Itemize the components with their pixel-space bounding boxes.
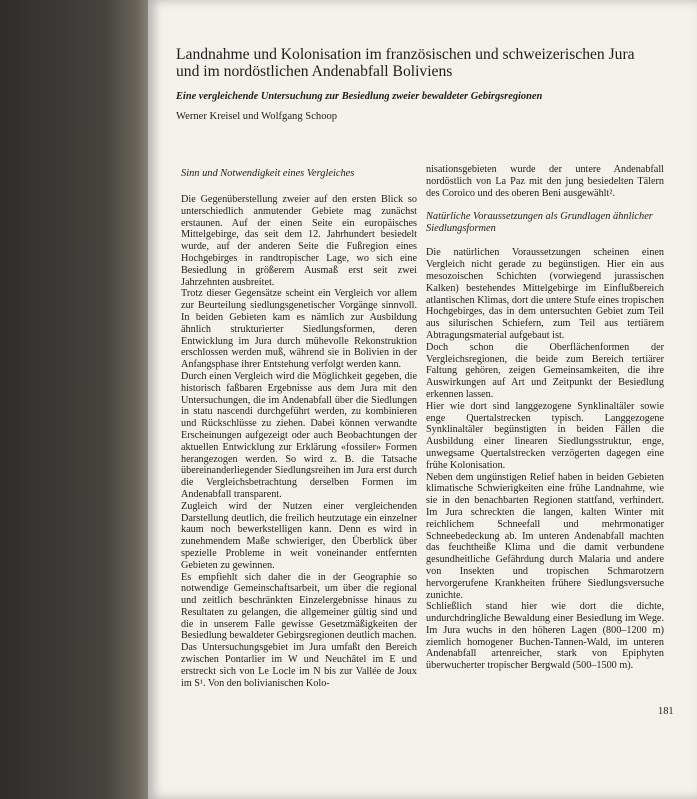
paragraph: Zugleich wird der Nutzen einer vergleichenden Darstellung deutlich, die freilich heutzutage ein einzelner kaum noch bewerkstelligen kann. Denn es wird in zunehmendem Maße schwieriger, den Überblick über spezielle Probleme in weit voneinander entfernten Gebieten zu gewinnen. [181,500,417,571]
section-heading-1: Sinn und Notwendigkeit eines Vergleiches [181,168,355,179]
paragraph: Trotz dieser Gegensätze scheint ein Vergleich vor allem zur Beurteilung siedlungsgenetischer Vorgänge sinnvoll. In beiden Gebieten kam es nämlich zur Ausbildung ähnlich strukturierter Siedlungsformen, deren Entwicklung im Jura durch mühevolle Rekonstruktion erschlossen werden muß, während sie in Bolivien in der Anfangsphase ihrer Entstehung verfolgt werden kann. [181,288,417,371]
article-title: Landnahme und Kolonisation im französischen und schweizerischen Jura und im nordöstlichen Andenabfall Boliviens [176,46,635,80]
right-column [426,164,664,672]
paragraph: Das Untersuchungsgebiet im Jura umfaßt den Bereich zwischen Pontarlier im W und Neuchâtel im E und erstreckt sich von Le Locle im N bis zur Vallée de Joux im S¹. Von den bolivianischen Kolo- [181,642,417,689]
paragraph: Hier wie dort sind langgezogene Synklinaltäler sowie enge Quertalstrecken typisch. Langgezogene Synklinaltäler begünstigten in beiden Fällen die Ausbildung einer linearen Siedlungsstruktur, enge, unwegsame Quertalstrecken verzögerten dagegen eine frühe Kolonisation. [426,400,664,471]
page-number: 181 [658,706,674,717]
left-column [181,168,417,689]
article-authors: Werner Kreisel und Wolfgang Schoop [176,111,338,122]
paragraph: Die Gegenüberstellung zweier auf den ersten Blick so unterschiedlich anmutender Gebiete mag zunächst erstaunen. Auf der einen Seite ein europäisches Mittelgebirge, das seit dem 12. Jahrhundert besiedelt wurde, auf der anderen Seite die Fußregion eines Hochgebirges in randtropischer Lage, wo sich eine Besiedlung in größerem Ausmaß erst seit zwei Jahrzehnten ausbreitet. [181,194,417,288]
section-heading-2: Natürliche Voraussetzungen als Grundlagen ähnlicher Siedlungsformen [426,211,653,235]
paragraph: Schließlich stand hier wie dort die dichte, undurchdringliche Bewaldung einer Besiedlung im Wege. Im Jura wuchs in den höheren Lagen (800–1200 m) ziemlich homogener Buchen-Tannen-Wald, im unteren Andenabfall artenreicher, stark von Epiphyten überwucherter tropischer Bergwald (500–1500 m). [426,601,664,672]
paragraph-continued: nisationsgebieten wurde der untere Andenabfall nordöstlich von La Paz mit den jung besiedelten Tälern des Coroico und des oberen Beni ausgewählt². [426,164,664,199]
paragraph: Durch einen Vergleich wird die Möglichkeit gegeben, die historisch faßbaren Ergebnisse aus dem Jura mit den Untersuchungen, die im Andenabfall über die Siedlungen in statu nascendi durchgeführt werden, zu kombinieren und Rückschlüsse zu ziehen. Dabei können verwandte Erscheinungen aufgezeigt oder auch Beobachtungen der aktuellen Entwicklung zur Erklärung «fossiler» Formen herangezogen werden. So wird z. B. die Tatsache übereinanderliegender Siedlungsreihen im Jura erst durch die Vergleichsbetrachtung derselben Formen im Andenabfall transparent. [181,370,417,500]
paragraph: Doch schon die Oberflächenformen der Vergleichsregionen, die beide zum Bereich tertiärer Faltung gehören, zeigen Gemeinsamkeiten, die ihre Auswirkungen auf Art und Zeitpunkt der Besiedlung erkennen lassen. [426,341,664,400]
paragraph: Neben dem ungünstigen Relief haben in beiden Gebieten klimatische Schwierigkeiten eine frühe Landnahme, wie sie in den benachbarten Regionen stattfand, verhindert. Im Jura schreckten die langen, kalten Winter mit reichlichem Schneefall und mehrmonatiger Schneebedeckung ab. Im unteren Andenabfall machten das feuchtheiße Klima und die damit verbundene gesundheitliche Gefährdung durch Malaria und andere von Insekten und tropischen Schmarotzern hervorgerufene Krankheiten frühere Siedlungsversuche zunichte. [426,471,664,601]
book-spine [0,0,150,799]
article-subtitle: Eine vergleichende Untersuchung zur Besiedlung zweier bewaldeter Gebirgsregionen [176,91,543,102]
book-page [148,0,697,799]
paragraph: Die natürlichen Voraussetzungen scheinen einen Vergleich nicht gerade zu begünstigen. Hier ein aus mesozoischen Schichten (vorwiegend jurassischen Kalken) bestehendes Mittelgebirge im Einflußbereich atlantischen Klimas, dort die untere Stufe eines tropischen Hochgebirges, das in dem untersuchten Gebiet zum Teil aus silurischen Schiefern, zum Teil aus tertiärem Abtragungsmaterial aufgebaut ist. [426,247,664,341]
paragraph: Es empfiehlt sich daher die in der Geographie so notwendige Gemeinschaftsarbeit, um über die regional und zeitlich beschränkten Einzelergebnisse hinaus zu Resultaten zu gelangen, die allgemeiner gültig sind und die in unserem Falle gewisse Gesetzmäßigkeiten der Besiedlung bewaldeter Gebirgsregionen deutlich machen. [181,571,417,642]
